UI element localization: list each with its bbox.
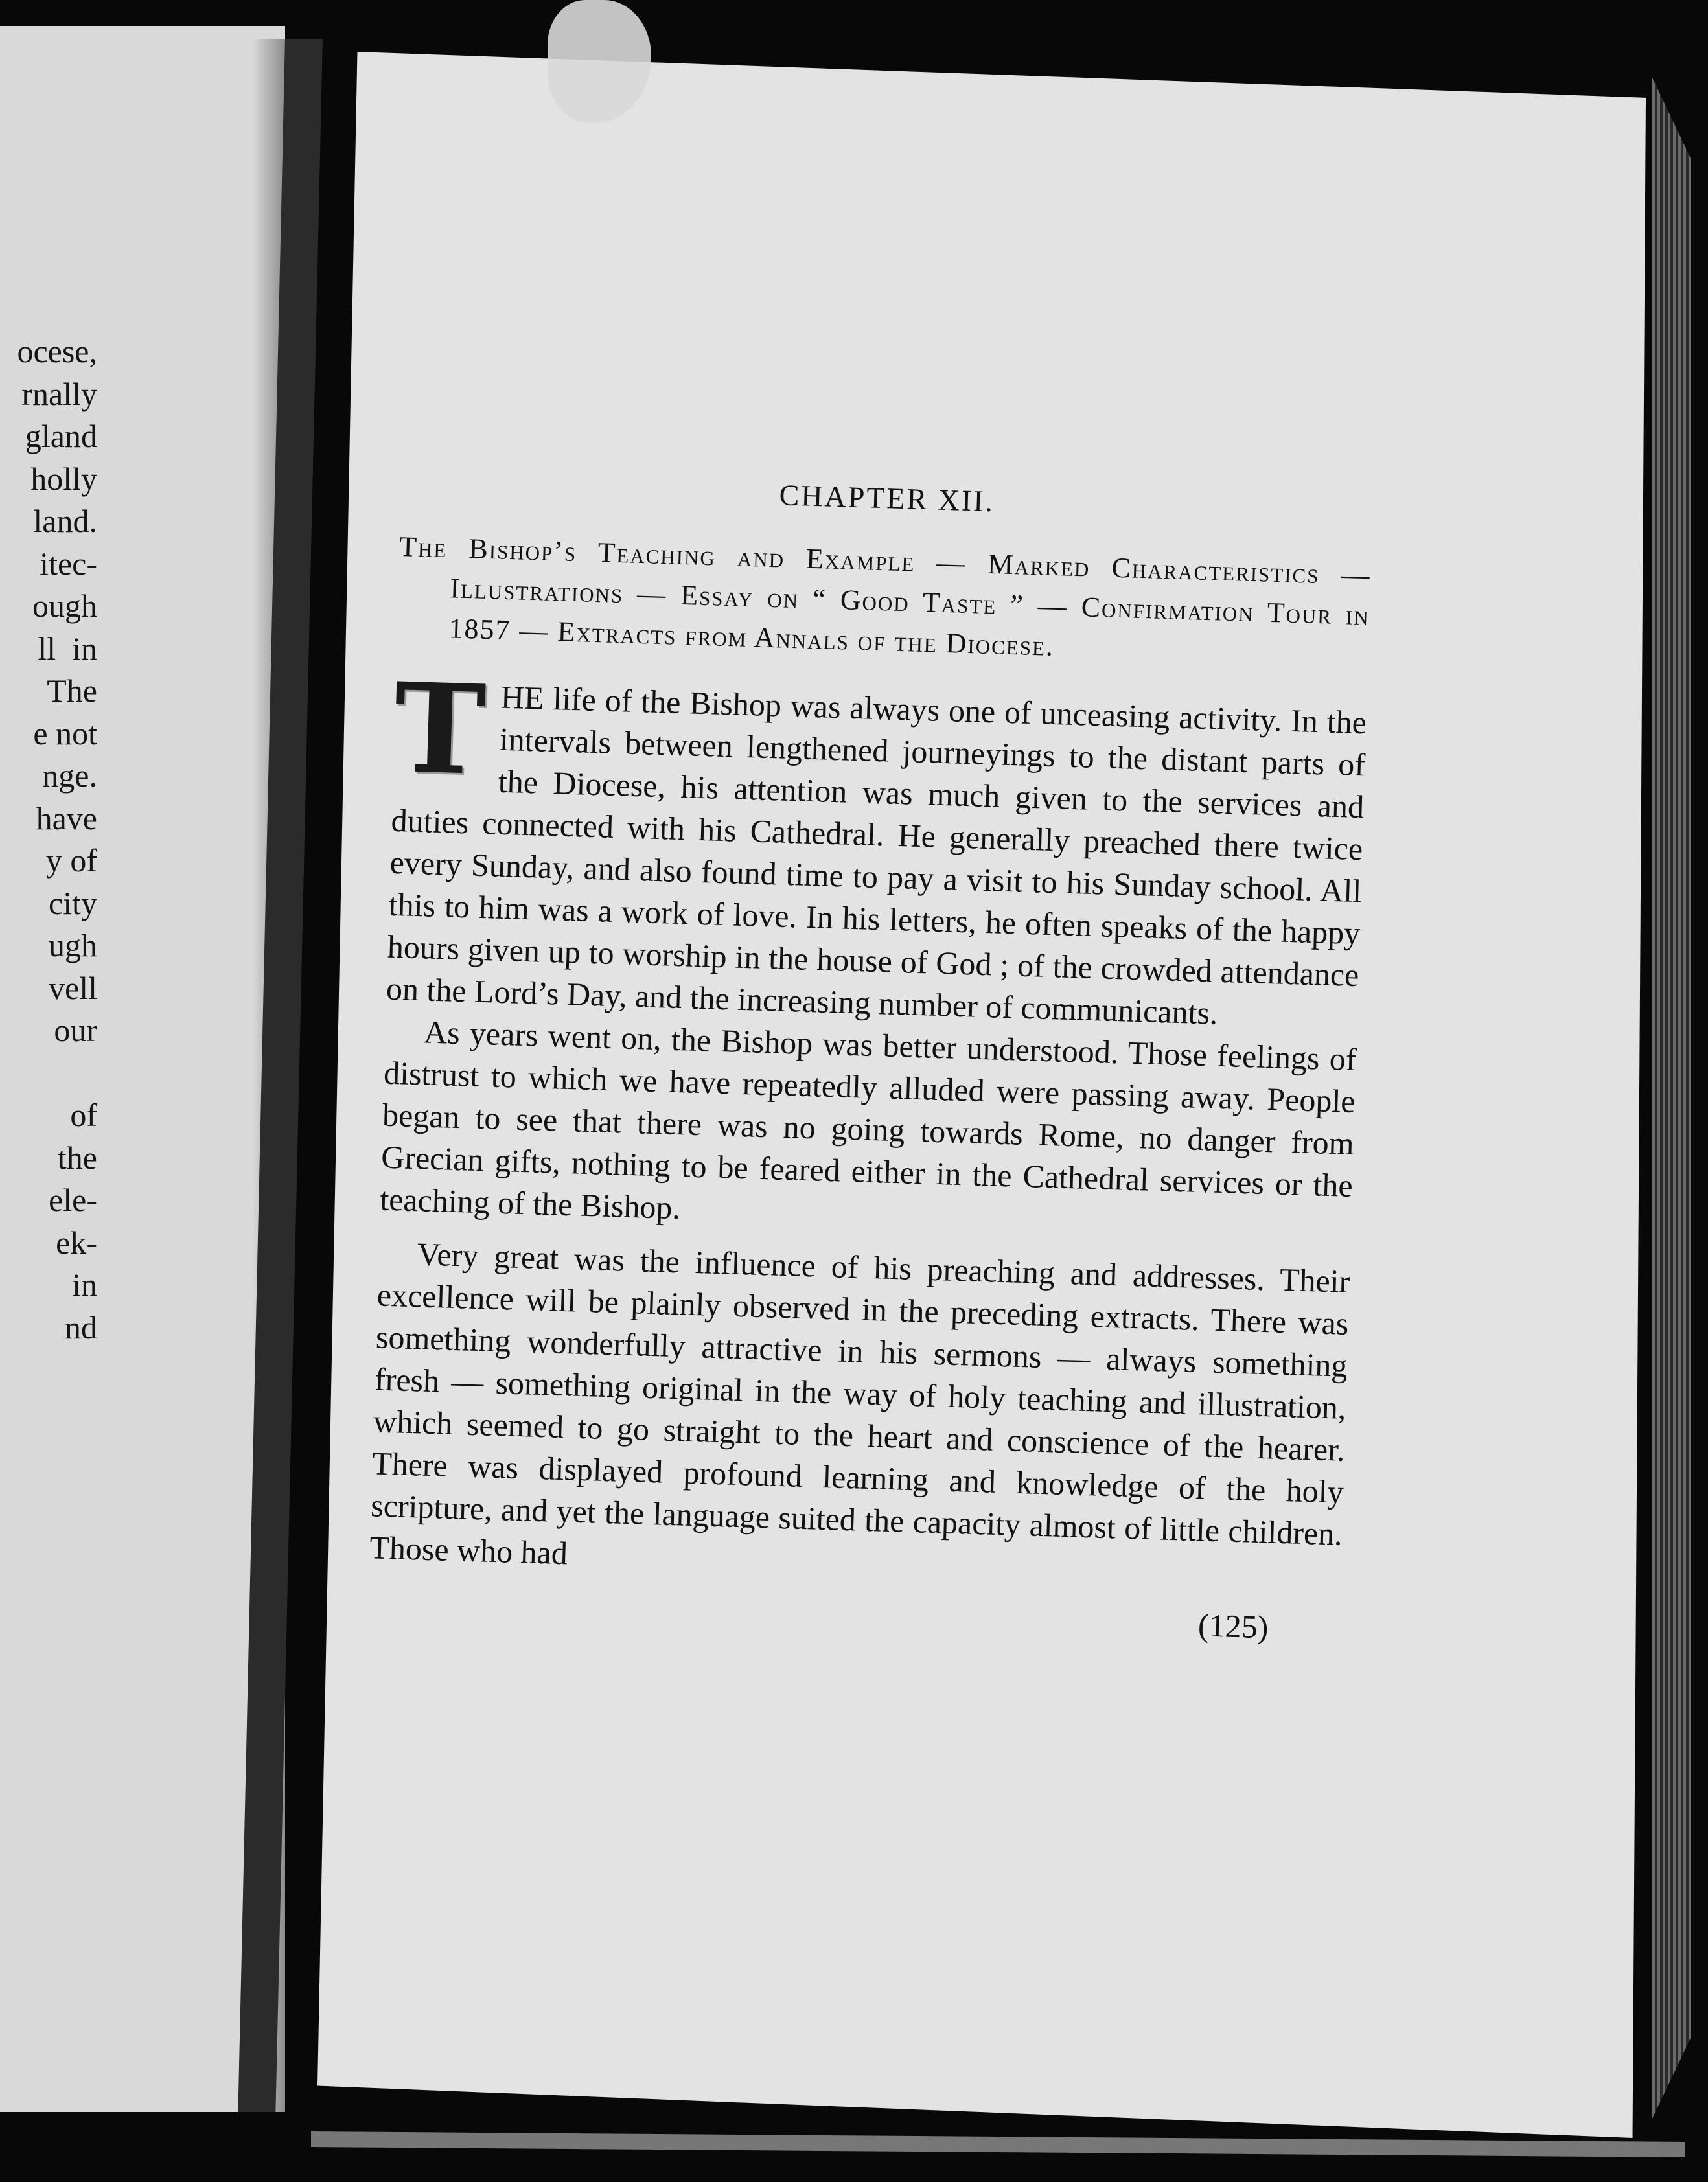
page-edges [1652,78,1691,2119]
left-page [0,26,285,2112]
drop-cap: T [391,655,488,803]
paragraph-1-text: HE life of the Bishop was always one of unceasing activity. In the intervals between lengthened journeyings to the distant parts of the Diocese, his attention was much given to the services and duties connected with his Cathedral. He generally preached there twice every Sunday, and also found time to pay a visit to his Sunday school. All this to him was a work of love. In his letters, he often speaks of the happy hours given up to worship in the house of God ; of the crowded attendance on the Lord’s Day, and the increasing number of communicants. [386,678,1367,1031]
chapter-title: CHAPTER XII. [778,478,995,518]
page-content [367,466,1373,1648]
paragraph-3: Very great was the influence of his preaching and addresses. Their excellence will be plainly observed in the preceding extracts. There was something wonderfully attractive in his sermons — always something fresh — something original in the way of holy teaching and illustration, which seemed to go straight to the heart and conscience of the hearer. There was displayed profound learning and knowledge of the holy scripture, and yet the language suited the capacity almost of little children. Those who had [369,1235,1351,1572]
page-number: (125) [1197,1607,1269,1646]
paragraph-1 [386,655,1367,1039]
paragraph-2: As years went on, the Bishop was better understood. Those feelings of distrust to which we have repeatedly alluded were passing away. People began to see that there was no going towards Rome, no danger from Grecian gifts, nothing to be feared either in the Cathedral services or the teaching of the Bishop. [379,1013,1357,1226]
chapter-subtitle: The Bishop’s Teaching and Example — Marked Characteristics — Illustrations — Essay on “ Good Taste ” — Confirmation Tour in 1857 — Extracts from Annals of the Diocese. [398,530,1372,662]
left-page-text-fragments: ocese, rnally gland holly land. itec- ough ll in The e not nge. have y of city ugh vell our of the ele- ek- in nd [17,333,97,1346]
page-bottom-edge [311,2131,1685,2157]
